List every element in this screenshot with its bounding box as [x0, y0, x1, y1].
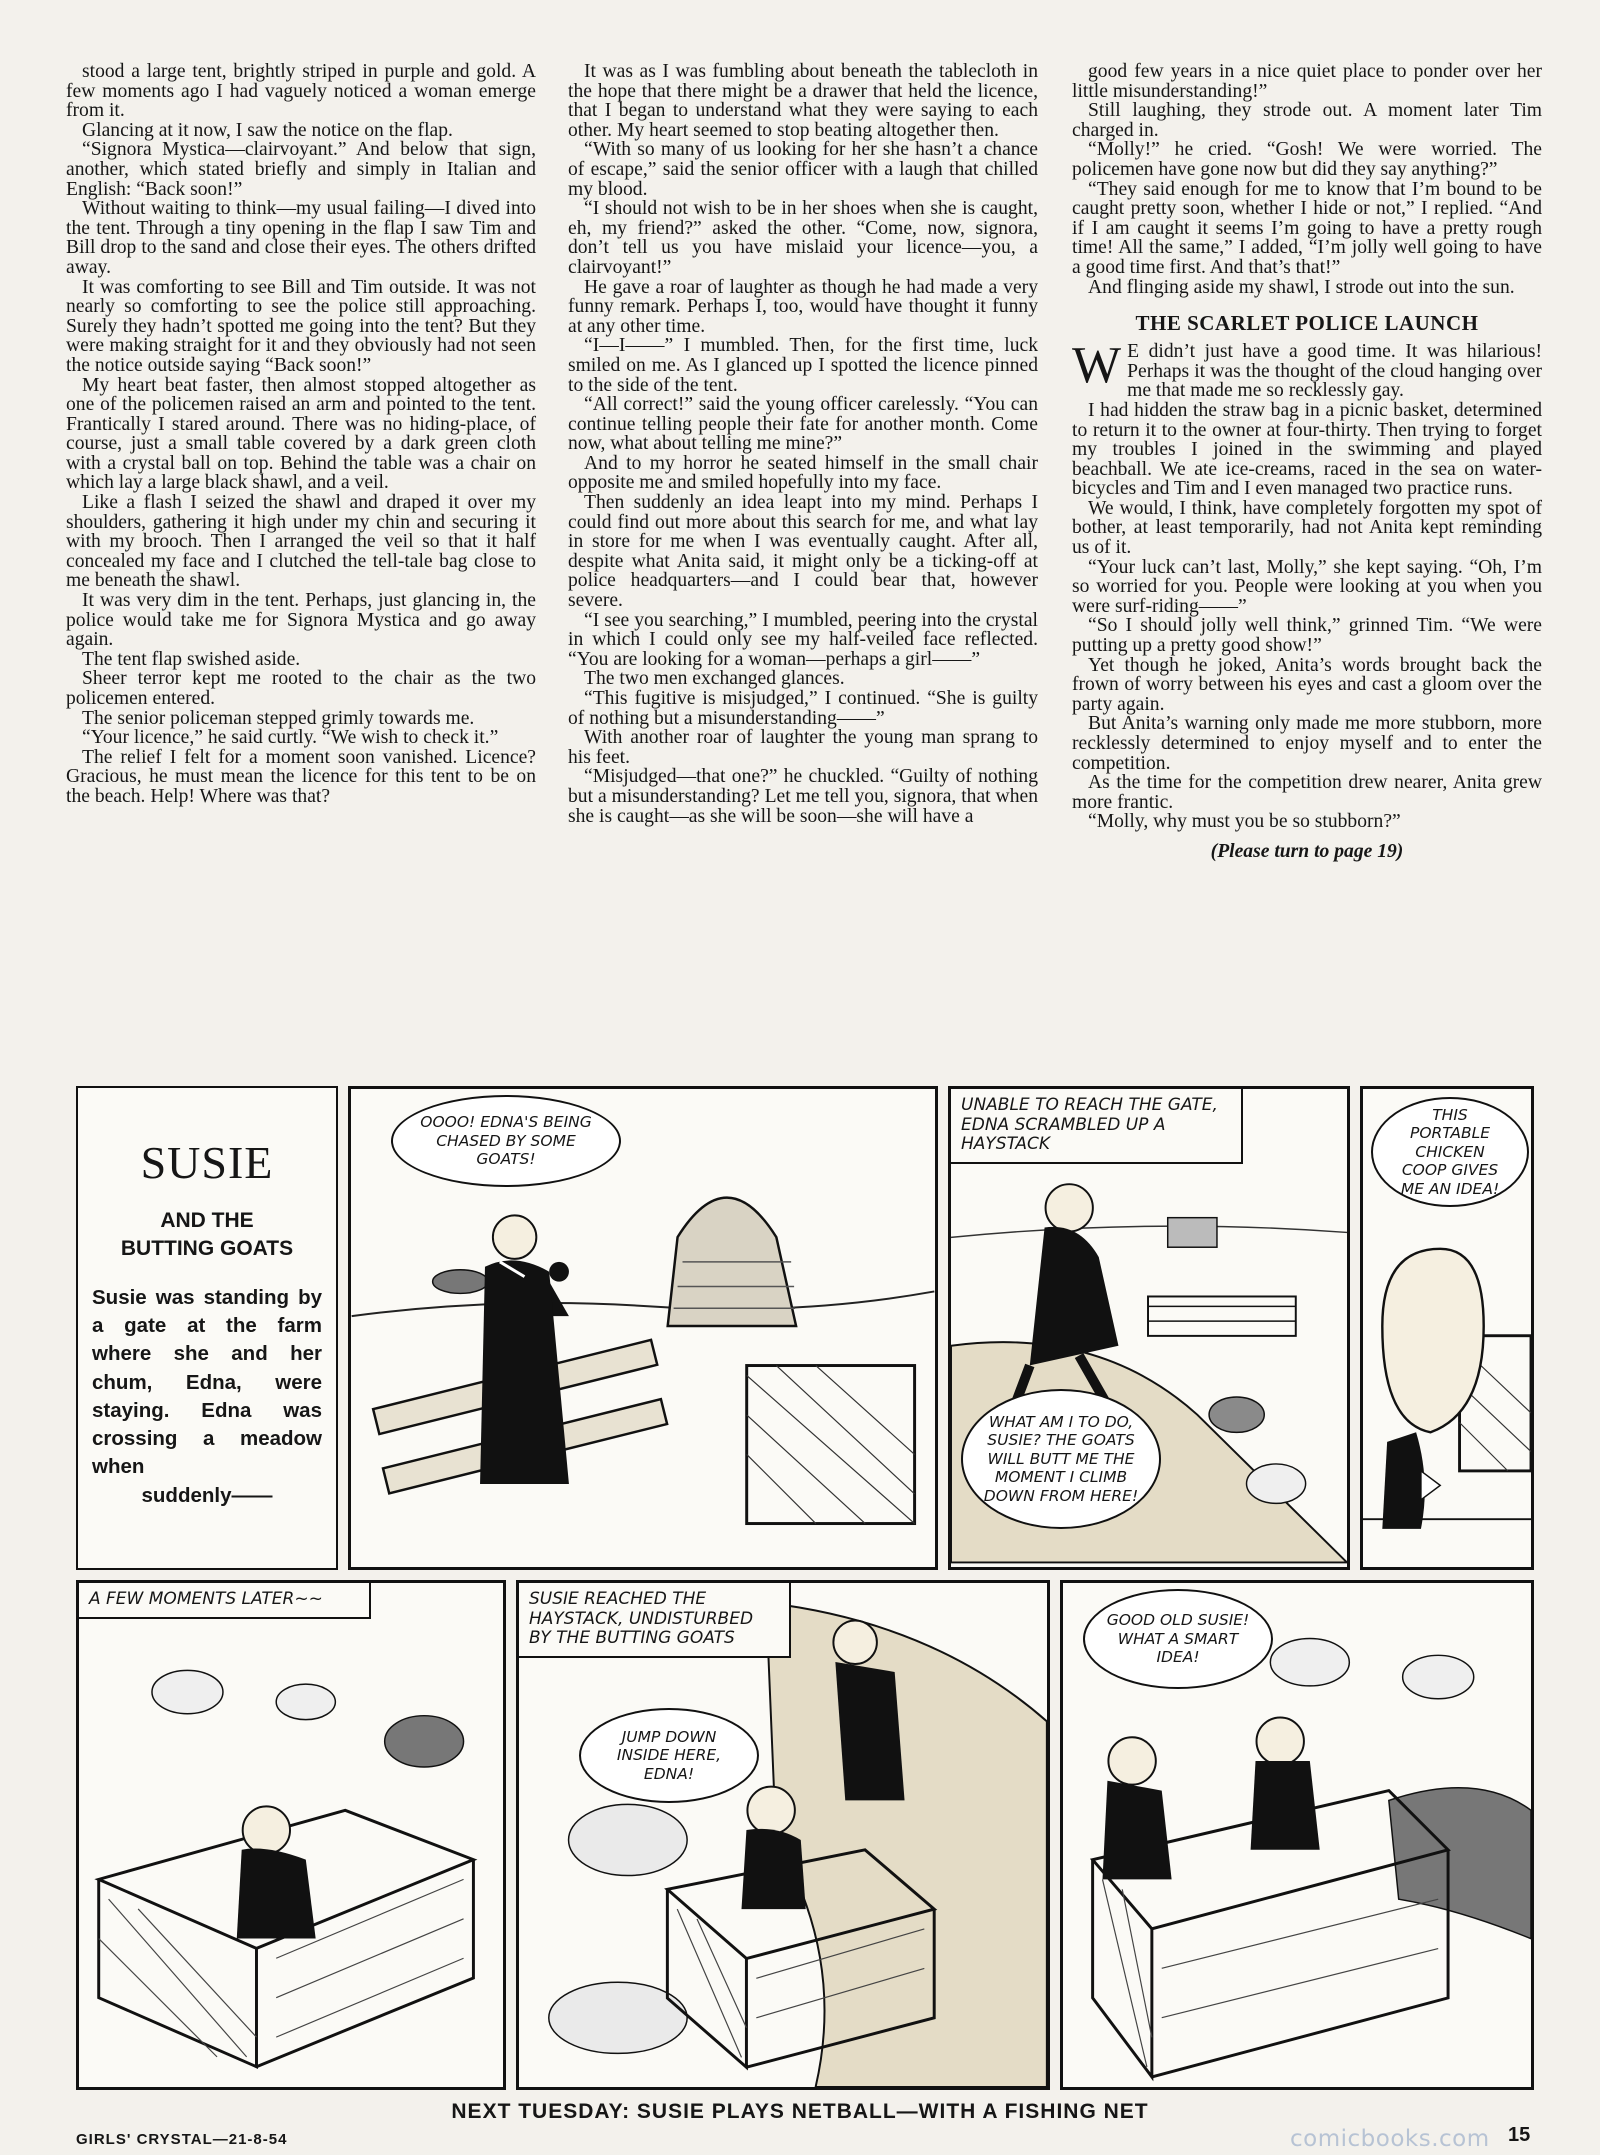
- col1-paragraph: Without waiting to think—my usual failing—I dived into the tent. Through a tiny opening in the flap I saw Tim and Bill drop to the sand and close their eyes. The others drifted away.: [66, 198, 536, 278]
- story-columns: [66, 62, 1542, 1100]
- col1-paragraph: Like a flash I seized the shawl and draped it over my shoulders, gathering it high under my chin and securing it with my brooch. Then I arranged the veil so that it half concealed my face and I clutched the tell-tale bag close to me beneath the shawl.: [66, 492, 536, 592]
- panel-2-caption: UNABLE TO REACH THE GATE, EDNA SCRAMBLED UP A HAYSTACK: [951, 1089, 1243, 1164]
- col3-bottom-paragraph: As the time for the competition drew nearer, Anita grew more frantic.: [1072, 772, 1542, 813]
- col2-paragraph: It was as I was fumbling about beneath the tablecloth in the hope that there might be a drawer that held the licence, that I began to understand what they were saying to each other. My heart seemed to stop beating altogether then.: [568, 61, 1038, 141]
- comic-panel-5: [516, 1580, 1050, 2090]
- col1-paragraph: Glancing at it now, I saw the notice on the flap.: [82, 119, 453, 141]
- panel-5-speech-bubble: JUMP DOWN INSIDE HERE, EDNA!: [579, 1708, 759, 1803]
- panel-2-speech-bubble: WHAT AM I TO DO, SUSIE? THE GOATS WILL BUTT ME THE MOMENT I CLIMB DOWN FROM HERE!: [961, 1389, 1161, 1529]
- chapter-heading: THE SCARLET POLICE LAUNCH: [1135, 311, 1479, 336]
- col1-paragraph: The senior policeman stepped grimly towards me.: [82, 707, 475, 729]
- col2-paragraph: “I—I——” I mumbled. Then, for the first time, luck smiled on me. As I glanced up I spotted the licence pinned to the side of the tent.: [568, 335, 1038, 396]
- panel-4-caption: A FEW MOMENTS LATER~~: [79, 1583, 371, 1619]
- panel-5-illustration: [519, 1583, 1047, 2087]
- comic-panel-6: [1060, 1580, 1534, 2090]
- col3-top-paragraph: good few years in a nice quiet place to ponder over her little misunderstanding!”: [1072, 61, 1542, 102]
- col1-paragraph: My heart beat faster, then almost stopped altogether as one of the policemen raised an arm and pointed to the tent. Frantically I stared around. There was no hiding-place, of course, just a small table covered by a dark green cloth with a crystal ball on top. Behind the table was a chair on which lay a large black shawl, and a veil.: [66, 374, 536, 494]
- comic-subtitle-line-2: BUTTING GOATS: [120, 1237, 294, 1261]
- chapter-opening-text: E didn’t just have a good time. It was hilarious! Perhaps it was the thought of the cloud hanging over me that made me so recklessly gay.: [1127, 341, 1542, 402]
- panel-6-speech-bubble: GOOD OLD SUSIE! WHAT A SMART IDEA!: [1083, 1589, 1273, 1689]
- watermark: comicbooks.com: [1290, 2126, 1490, 2152]
- col2-paragraph: “With so many of us looking for her she hasn’t a chance of escape,” said the senior officer with a laugh that chilled my blood.: [568, 139, 1038, 200]
- story-column-2: [568, 62, 1038, 826]
- comic-row-1: [76, 1086, 1534, 1570]
- col1-paragraph: “Signora Mystica—clairvoyant.” And below that sign, another, which stated briefly and simply in Italian and English: “Back soon!”: [66, 139, 536, 200]
- col3-bottom-paragraph: We would, I think, have completely forgotten my spot of bother, at least temporarily, had not Anita kept reminding us of it.: [1072, 497, 1542, 559]
- story-column-3: [1072, 62, 1542, 862]
- comic-panel-1: [348, 1086, 938, 1570]
- story-column-1: [66, 62, 536, 807]
- col1-paragraph: It was comforting to see Bill and Tim outside. It was not nearly so comforting to see the police still approaching. Surely they hadn’t spotted me going into the tent? But they were making straight for it and they obviously had not seen the notice outside saying “Back soon!”: [66, 276, 536, 376]
- comic-subtitle: [78, 1207, 336, 1264]
- col3-bottom-paragraph: But Anita’s warning only made me more stubborn, more recklessly determined to enjoy myself and to enter the competition.: [1072, 713, 1542, 774]
- col1-paragraph: It was very dim in the tent. Perhaps, just glancing in, the police would take me for Signora Mystica and go away again.: [66, 590, 536, 651]
- comic-title-panel: [76, 1086, 338, 1570]
- comic-intro: [92, 1284, 322, 1510]
- col3-bottom-paragraph: Yet though he joked, Anita’s words brought back the frown of worry between his eyes and cast a gloom over the party again.: [1072, 654, 1542, 715]
- panel-5-caption: SUSIE REACHED THE HAYSTACK, UNDISTURBED BY THE BUTTING GOATS: [519, 1583, 791, 1658]
- col2-paragraph: “I should not wish to be in her shoes when she is caught, eh, my friend?” asked the other. “Come, now, signora, don’t tell us you have mislaid your licence—you, a clairvoyant!”: [568, 198, 1038, 278]
- comic-intro-end: suddenly——: [141, 1483, 273, 1507]
- col2-paragraph: The two men exchanged glances.: [584, 668, 845, 690]
- col2-paragraph: “All correct!” said the young officer carelessly. “You can continue telling people their fate for another month. Come now, what about telling me mine?”: [568, 394, 1038, 455]
- continued-note: (Please turn to page 19): [1210, 840, 1404, 862]
- comic-panel-2: [948, 1086, 1350, 1570]
- col1-paragraph: “Your licence,” he said curtly. “We wish to check it.”: [82, 727, 499, 749]
- story-column-3-top: [1072, 62, 1542, 297]
- col1-paragraph: The relief I felt for a moment soon vanished. Licence? Gracious, he must mean the licence for this tent to be on the beach. Help! Where was that?: [66, 746, 536, 807]
- col2-paragraph: He gave a roar of laughter as though he had made a very funny remark. Perhaps I, too, would have thought it funny at any other time.: [568, 276, 1038, 337]
- col3-bottom-paragraph: “Your luck can’t last, Molly,” she kept saying. “Oh, I’m so worried for you. People were looking at you when you were surf-riding——”: [1072, 556, 1542, 617]
- comic-intro-text: Susie was standing by a gate at the farm where she and her chum, Edna, were staying. Edna was crossing a meadow when: [92, 1285, 322, 1479]
- panel-3-thought-bubble: THIS PORTABLE CHICKEN COOP GIVES ME AN IDEA!: [1371, 1097, 1529, 1207]
- col1-paragraph: stood a large tent, brightly striped in purple and gold. A few moments ago I had vaguely noticed a woman emerge from it.: [66, 61, 536, 122]
- comic-row-2: [76, 1580, 1534, 2090]
- comic-subtitle-line-1: AND THE: [160, 1209, 254, 1232]
- panel-1-speech-bubble: OOOO! EDNA'S BEING CHASED BY SOME GOATS!: [391, 1095, 621, 1187]
- col2-paragraph: “This fugitive is misjudged,” I continued. “She is guilty of nothing but a misunderstanding——”: [568, 688, 1038, 729]
- col2-paragraph: And to my horror he seated himself in the small chair opposite me and smiled hopefully into my face.: [568, 452, 1038, 494]
- story-column-3-bottom: [1072, 401, 1542, 832]
- col2-paragraph: “I see you searching,” I mumbled, peering into the crystal in which I could only see my half-veiled face reflected. “You are looking for a woman—perhaps a girl——”: [568, 609, 1038, 670]
- next-issue-banner: NEXT TUESDAY: SUSIE PLAYS NETBALL—WITH A FISHING NET: [451, 2100, 1149, 2123]
- col1-paragraph: The tent flap swished aside.: [82, 648, 301, 670]
- col3-top-paragraph: “Molly!” he cried. “Gosh! We were worried. The policemen have gone now but did they say anything?”: [1072, 139, 1542, 180]
- col2-paragraph: “Misjudged—that one?” he chuckled. “Guilty of nothing but a misunderstanding? Let me tell you, signora, that when she is caught—as she will be soon—she will have a: [568, 766, 1038, 827]
- chapter-opening: [1072, 337, 1542, 402]
- col1-paragraph: Sheer terror kept me rooted to the chair as the two policemen entered.: [66, 668, 536, 709]
- col3-bottom-paragraph: “So I should jolly well think,” grinned Tim. “We were putting up a pretty good show!”: [1072, 615, 1542, 657]
- publication-line: GIRLS' CRYSTAL—21-8-54: [76, 2131, 288, 2148]
- comic-panel-4: [76, 1580, 506, 2090]
- col2-paragraph: Then suddenly an idea leapt into my mind. Perhaps I could find out more about this search for me, and what lay in store for me when I was eventually caught. After all, despite what Anita said, it might only be a ticking-off at police headquarters—and I could bear that, however severe.: [568, 492, 1038, 612]
- col2-paragraph: With another roar of laughter the young man sprang to his feet.: [568, 727, 1038, 768]
- col3-bottom-paragraph: “Molly, why must you be so stubborn?”: [1088, 811, 1401, 833]
- drop-cap: W: [1072, 337, 1122, 395]
- col3-bottom-paragraph: I had hidden the straw bag in a picnic basket, determined to return it to the owner at four-thirty. Then trying to forget my troubles I joined in the swimming and played beachball. We ate ice-creams, raced in the sea on water-bicycles and Tim and I even managed two practice runs.: [1072, 399, 1542, 500]
- comic-title: SUSIE: [140, 1137, 274, 1188]
- col3-top-paragraph: Still laughing, they strode out. A moment later Tim charged in.: [1072, 100, 1542, 141]
- col3-top-paragraph: And flinging aside my shawl, I strode out into the sun.: [1088, 276, 1515, 298]
- comic-panel-3: [1360, 1086, 1534, 1570]
- page-number: 15: [1508, 2124, 1531, 2146]
- col3-top-paragraph: “They said enough for me to know that I’m bound to be caught pretty soon, whether I hide or not,” I replied. “And if I am caught it seems I’m going to have a pretty rough time! All the same,” I added, “I’m jolly well going to have a good time first. And that’s that!”: [1072, 178, 1542, 278]
- panel-4-illustration: [79, 1583, 503, 2087]
